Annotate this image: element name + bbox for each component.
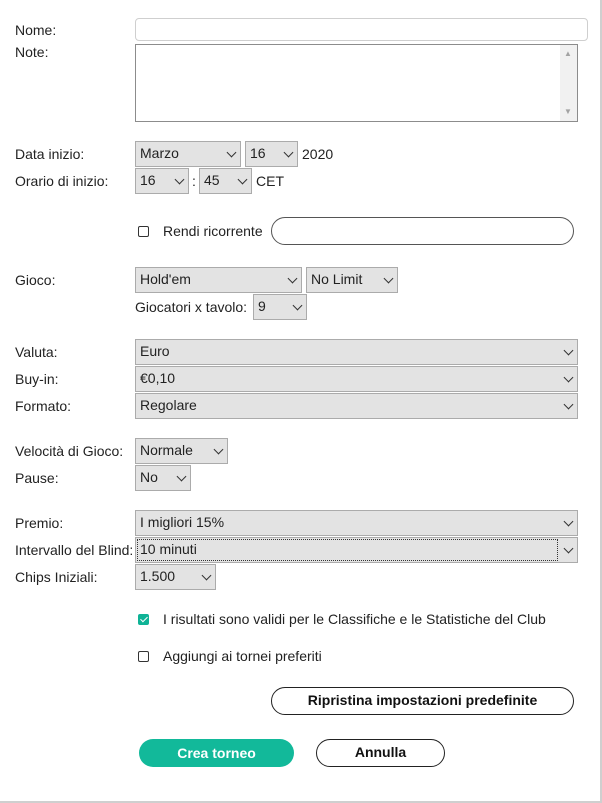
chevron-down-icon <box>384 274 394 284</box>
chevron-down-icon <box>177 472 187 482</box>
mese-select[interactable] <box>135 141 241 167</box>
chevron-down-icon <box>564 517 574 527</box>
nome-input[interactable] <box>135 18 588 41</box>
giorno-select[interactable] <box>245 141 298 167</box>
gioco-label: Gioco: <box>15 272 56 288</box>
valuta-label: Valuta: <box>15 344 58 360</box>
limite-select[interactable] <box>306 267 398 293</box>
chevron-down-icon <box>202 571 212 581</box>
pause-value: No <box>140 469 158 485</box>
ora-value: 16 <box>140 172 156 188</box>
chevron-down-icon <box>284 148 294 158</box>
intervallo-blind-value: 10 minuti <box>140 541 197 557</box>
create-tournament-button[interactable]: Crea torneo <box>139 739 294 767</box>
time-separator: : <box>192 173 196 189</box>
premio-select[interactable] <box>135 510 578 536</box>
orario-inizio-label: Orario di inizio: <box>15 173 109 189</box>
chips-iniziali-label: Chips Iniziali: <box>15 569 98 585</box>
note-scrollbar[interactable] <box>560 45 577 121</box>
cancel-button[interactable]: Annulla <box>316 739 445 767</box>
chevron-down-icon <box>564 400 574 410</box>
classifiche-checkbox[interactable] <box>138 614 149 625</box>
buy-in-select[interactable] <box>135 366 578 392</box>
valuta-value: Euro <box>140 343 170 359</box>
classifiche-label: I risultati sono validi per le Classifiche e le Statistiche del Club <box>163 611 546 627</box>
chevron-down-icon <box>564 346 574 356</box>
velocita-value: Normale <box>140 442 193 458</box>
limite-value: No Limit <box>311 271 363 287</box>
note-label: Note: <box>15 44 49 60</box>
formato-select[interactable] <box>135 393 578 419</box>
chevron-down-icon <box>214 445 224 455</box>
ora-select[interactable] <box>135 168 189 194</box>
valuta-select[interactable] <box>135 339 578 365</box>
minuti-select[interactable] <box>199 168 252 194</box>
chevron-down-icon <box>564 544 574 554</box>
premio-value: I migliori 15% <box>140 514 225 530</box>
chevron-down-icon <box>288 274 298 284</box>
formato-label: Formato: <box>15 398 72 414</box>
intervallo-blind-label: Intervallo del Blind: <box>15 542 134 558</box>
scroll-down-icon[interactable]: ▼ <box>564 107 572 116</box>
focus-ring <box>137 539 558 561</box>
giorno-value: 16 <box>250 145 266 161</box>
velocita-label: Velocità di Gioco: <box>15 443 124 459</box>
anno-text: 2020 <box>302 146 334 162</box>
pause-label: Pause: <box>15 470 59 486</box>
ricorrente-label: Rendi ricorrente <box>163 223 263 239</box>
ricorrente-checkbox[interactable] <box>138 226 149 237</box>
preferiti-label: Aggiungi ai tornei preferiti <box>163 648 322 664</box>
chips-iniziali-value: 1.500 <box>140 568 176 584</box>
pause-select[interactable] <box>135 465 191 491</box>
reset-defaults-button[interactable]: Ripristina impostazioni predefinite <box>271 687 574 715</box>
ricorrente-input[interactable] <box>271 217 574 245</box>
chevron-down-icon <box>238 175 248 185</box>
giocatori-value: 9 <box>258 298 266 314</box>
giocatori-label: Giocatori x tavolo: <box>135 299 248 315</box>
chevron-down-icon <box>564 373 574 383</box>
formato-value: Regolare <box>140 397 197 413</box>
buy-in-value: €0,10 <box>140 370 176 386</box>
scroll-up-icon[interactable]: ▲ <box>564 49 572 58</box>
data-inizio-label: Data inizio: <box>15 146 85 162</box>
chevron-down-icon <box>227 148 237 158</box>
fuso-text: CET <box>256 173 284 189</box>
chevron-down-icon <box>293 301 303 311</box>
minuti-value: 45 <box>204 172 220 188</box>
note-textarea[interactable] <box>135 44 578 122</box>
premio-label: Premio: <box>15 515 64 531</box>
chevron-down-icon <box>175 175 185 185</box>
buy-in-label: Buy-in: <box>15 371 59 387</box>
mese-value: Marzo <box>140 145 179 161</box>
nome-label: Nome: <box>15 22 57 38</box>
preferiti-checkbox[interactable] <box>138 651 149 662</box>
gioco-select[interactable] <box>135 267 302 293</box>
velocita-select[interactable] <box>135 438 228 464</box>
gioco-value: Hold'em <box>140 271 191 287</box>
intervallo-blind-select[interactable] <box>135 537 578 563</box>
giocatori-select[interactable] <box>253 294 307 320</box>
chips-iniziali-select[interactable] <box>135 564 216 590</box>
